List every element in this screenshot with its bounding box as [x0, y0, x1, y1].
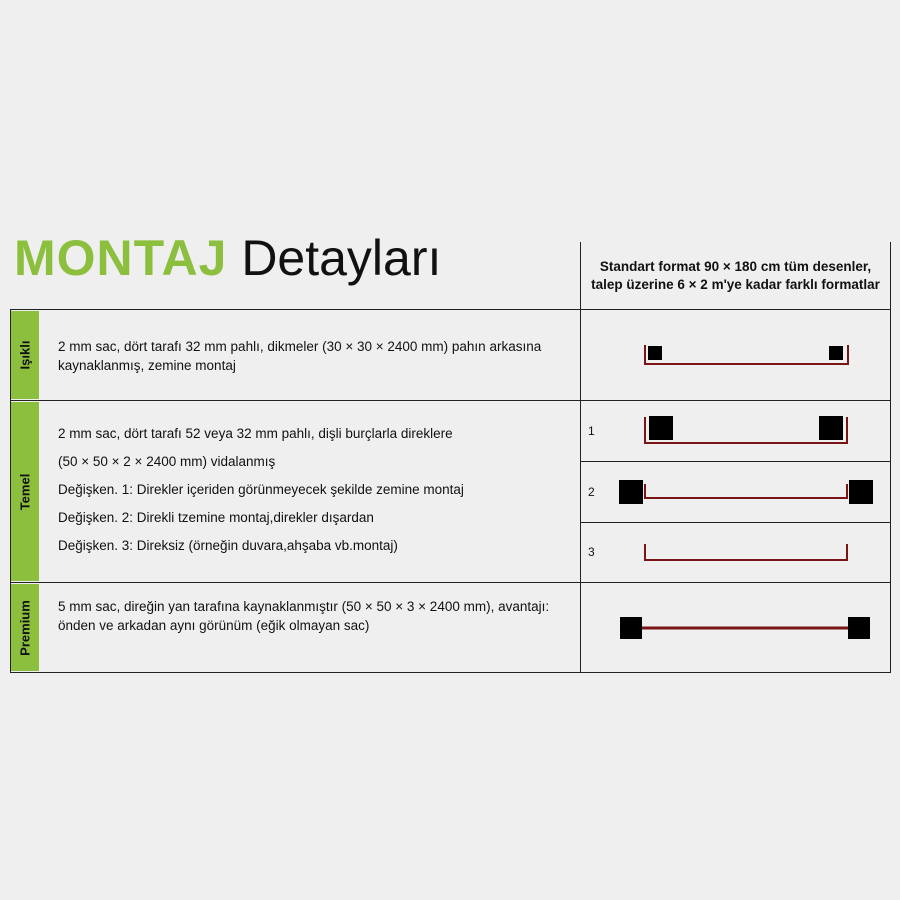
- temel-variant-1-text: Değişken. 1: Direkler içeriden görünmeyecek şekilde zemine montaj: [58, 482, 464, 497]
- row-label-temel: Temel: [11, 402, 39, 581]
- post-square: [649, 416, 673, 440]
- variant-number-1: 1: [588, 424, 595, 438]
- variant-number-2: 2: [588, 485, 595, 499]
- header-note: Standart format 90 × 180 cm tüm desenler, talep üzerine 6 × 2 m'ye kadar farklı formatlar: [580, 242, 891, 309]
- post-square: [620, 617, 642, 639]
- post-square: [848, 617, 870, 639]
- diagram-temel-3: [645, 544, 847, 560]
- temel-line: (50 × 50 × 2 × 2400 mm) vidalanmış: [58, 454, 276, 469]
- temel-line: 2 mm sac, dört tarafı 52 veya 32 mm pahlı, dişli burçlarla direklere: [58, 426, 453, 441]
- diagram-temel-1: [645, 416, 847, 443]
- diagram-premium: [620, 617, 870, 639]
- diagram-temel-2: [619, 480, 873, 504]
- premium-description: 5 mm sac, direğin yan tarafına kaynaklanmıştır (50 × 50 × 3 × 2400 mm), avantajı: önden ve arkadan aynı görünüm (eğik olmayan sac): [58, 599, 550, 633]
- title-highlight: MONTAJ: [14, 230, 228, 286]
- profile-line: [645, 345, 848, 364]
- profile-line: [645, 484, 847, 498]
- post-square: [648, 346, 662, 360]
- row-label-isikli: Işıklı: [11, 311, 39, 399]
- post-square: [819, 416, 843, 440]
- title-rest: Detayları: [241, 230, 442, 286]
- diagram-isikli: [645, 345, 848, 364]
- post-square: [619, 480, 643, 504]
- profile-line: [645, 544, 847, 560]
- temel-variant-2-text: Değişken. 2: Direkli tzemine montaj,direkler dışardan: [58, 510, 374, 525]
- row-label-premium: Premium: [11, 584, 39, 671]
- temel-variant-3-text: Değişken. 3: Direksiz (örneğin duvara,ahşaba vb.montaj): [58, 538, 398, 553]
- post-square: [849, 480, 873, 504]
- profile-line: [645, 417, 847, 443]
- post-square: [829, 346, 843, 360]
- variant-number-3: 3: [588, 545, 595, 559]
- isikli-description: 2 mm sac, dört tarafı 32 mm pahlı, dikmeler (30 × 30 × 2400 mm) pahın arkasına kaynaklanmış, zemine montaj: [58, 339, 542, 373]
